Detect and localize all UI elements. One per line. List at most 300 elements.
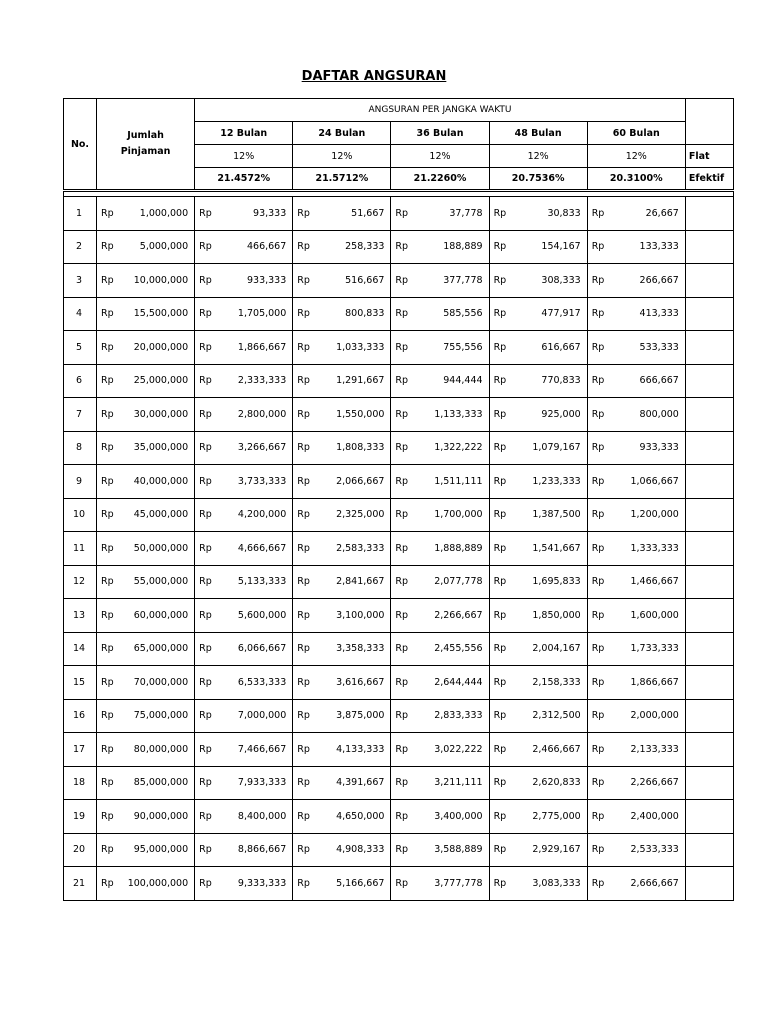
currency-label: Rp [195, 431, 215, 465]
installment-amount: 133,333 [607, 230, 685, 264]
col-header-group: ANGSURAN PER JANGKA WAKTU [195, 99, 686, 122]
installment-amount: 1,733,333 [607, 632, 685, 666]
currency-label: Rp [97, 498, 117, 532]
installment-amount: 2,333,333 [215, 364, 293, 398]
installment-amount: 666,667 [607, 364, 685, 398]
installment-amount: 8,400,000 [215, 800, 293, 834]
currency-label: Rp [391, 800, 411, 834]
row-number [64, 766, 97, 800]
currency-label: Rp [195, 800, 215, 834]
installment-amount: 2,833,333 [411, 699, 489, 733]
row-number [64, 364, 97, 398]
table-row [64, 532, 734, 566]
currency-label: Rp [489, 766, 509, 800]
currency-label: Rp [587, 733, 607, 767]
currency-label: Rp [391, 766, 411, 800]
installment-amount: 26,667 [607, 197, 685, 231]
currency-label: Rp [195, 833, 215, 867]
currency-label: Rp [587, 465, 607, 499]
flat-rate-cell: 12% [391, 145, 489, 168]
currency-label: Rp [97, 666, 117, 700]
installment-amount: 413,333 [607, 297, 685, 331]
installment-amount: 154,167 [509, 230, 587, 264]
table-row [64, 699, 734, 733]
installment-amount: 800,000 [607, 398, 685, 432]
row-number-text: 16 [72, 710, 86, 722]
row-number-text: 13 [72, 609, 86, 621]
currency-label: Rp [489, 498, 509, 532]
currency-label: Rp [489, 297, 509, 331]
row-number [64, 666, 97, 700]
currency-label: Rp [391, 297, 411, 331]
currency-label: Rp [489, 197, 509, 231]
row-number [64, 264, 97, 298]
installment-amount: 1,511,111 [411, 465, 489, 499]
currency-label: Rp [489, 833, 509, 867]
row-number-text: 7 [75, 408, 83, 420]
loan-amount: 75,000,000 [117, 699, 195, 733]
blank-cell [685, 331, 733, 365]
flat-label: Flat [685, 145, 733, 168]
installment-amount: 933,333 [607, 431, 685, 465]
effective-label: Efektif [685, 168, 733, 191]
currency-label: Rp [293, 297, 313, 331]
table-row [64, 197, 734, 231]
installment-amount: 585,556 [411, 297, 489, 331]
currency-label: Rp [195, 264, 215, 298]
installment-amount: 516,667 [313, 264, 391, 298]
installment-amount: 2,533,333 [607, 833, 685, 867]
currency-label: Rp [293, 833, 313, 867]
table-body [64, 197, 734, 901]
loan-amount: 25,000,000 [117, 364, 195, 398]
installment-amount: 30,833 [509, 197, 587, 231]
blank-cell [685, 297, 733, 331]
row-number-text: 11 [72, 542, 86, 554]
currency-label: Rp [587, 297, 607, 331]
currency-label: Rp [587, 532, 607, 566]
installment-amount: 2,455,556 [411, 632, 489, 666]
installment-amount: 3,100,000 [313, 599, 391, 633]
currency-label: Rp [391, 230, 411, 264]
currency-label: Rp [489, 532, 509, 566]
table-row [64, 297, 734, 331]
currency-label: Rp [489, 632, 509, 666]
effective-rate-cell: 21.5712% [293, 168, 391, 191]
currency-label: Rp [293, 230, 313, 264]
currency-label: Rp [97, 766, 117, 800]
loan-amount: 85,000,000 [117, 766, 195, 800]
currency-label: Rp [195, 565, 215, 599]
currency-label: Rp [587, 632, 607, 666]
loan-amount: 80,000,000 [117, 733, 195, 767]
installment-amount: 4,200,000 [215, 498, 293, 532]
installment-amount: 7,000,000 [215, 699, 293, 733]
installment-amount: 2,077,778 [411, 565, 489, 599]
currency-label: Rp [489, 666, 509, 700]
installment-amount: 1,033,333 [313, 331, 391, 365]
currency-label: Rp [97, 532, 117, 566]
currency-label: Rp [489, 431, 509, 465]
row-number [64, 465, 97, 499]
col-header-loan: Jumlah Pinjaman [97, 99, 195, 191]
currency-label: Rp [195, 197, 215, 231]
installment-amount: 755,556 [411, 331, 489, 365]
currency-label: Rp [293, 364, 313, 398]
currency-label: Rp [587, 666, 607, 700]
row-number-text: 9 [75, 475, 83, 487]
row-number [64, 733, 97, 767]
installment-amount: 2,583,333 [313, 532, 391, 566]
currency-label: Rp [489, 398, 509, 432]
row-number-text: 6 [75, 375, 83, 387]
row-number [64, 599, 97, 633]
currency-label: Rp [391, 867, 411, 901]
effective-rate-cell: 20.7536% [489, 168, 587, 191]
currency-label: Rp [97, 230, 117, 264]
installment-amount: 6,533,333 [215, 666, 293, 700]
term-header: 60 Bulan [587, 122, 685, 145]
currency-label: Rp [97, 264, 117, 298]
installment-amount: 2,466,667 [509, 733, 587, 767]
loan-amount: 15,500,000 [117, 297, 195, 331]
installment-amount: 4,391,667 [313, 766, 391, 800]
blank-cell [685, 766, 733, 800]
currency-label: Rp [587, 197, 607, 231]
installment-amount: 1,600,000 [607, 599, 685, 633]
currency-label: Rp [293, 565, 313, 599]
installment-amount: 2,400,000 [607, 800, 685, 834]
installment-amount: 308,333 [509, 264, 587, 298]
table-row [64, 230, 734, 264]
installment-amount: 5,166,667 [313, 867, 391, 901]
table-row [64, 800, 734, 834]
currency-label: Rp [489, 230, 509, 264]
table-row [64, 498, 734, 532]
currency-label: Rp [195, 297, 215, 331]
currency-label: Rp [97, 398, 117, 432]
currency-label: Rp [391, 699, 411, 733]
currency-label: Rp [97, 800, 117, 834]
table-row [64, 733, 734, 767]
installment-amount: 925,000 [509, 398, 587, 432]
currency-label: Rp [195, 331, 215, 365]
table-row [64, 632, 734, 666]
currency-label: Rp [391, 197, 411, 231]
currency-label: Rp [97, 431, 117, 465]
currency-label: Rp [587, 833, 607, 867]
installment-amount: 2,775,000 [509, 800, 587, 834]
installment-amount: 1,888,889 [411, 532, 489, 566]
installment-amount: 3,022,222 [411, 733, 489, 767]
currency-label: Rp [195, 465, 215, 499]
currency-label: Rp [97, 833, 117, 867]
loan-amount: 65,000,000 [117, 632, 195, 666]
currency-label: Rp [97, 867, 117, 901]
loan-amount: 30,000,000 [117, 398, 195, 432]
installment-amount: 3,083,333 [509, 867, 587, 901]
row-number [64, 565, 97, 599]
installment-amount: 477,917 [509, 297, 587, 331]
currency-label: Rp [293, 532, 313, 566]
table-row [64, 599, 734, 633]
currency-label: Rp [587, 599, 607, 633]
installment-amount: 4,666,667 [215, 532, 293, 566]
installment-amount: 4,908,333 [313, 833, 391, 867]
currency-label: Rp [293, 699, 313, 733]
blank-cell [685, 197, 733, 231]
term-header: 36 Bulan [391, 122, 489, 145]
currency-label: Rp [391, 498, 411, 532]
row-number-text: 3 [75, 274, 83, 286]
currency-label: Rp [195, 230, 215, 264]
currency-label: Rp [293, 498, 313, 532]
table-row [64, 833, 734, 867]
installment-amount: 1,322,222 [411, 431, 489, 465]
installment-amount: 258,333 [313, 230, 391, 264]
table-row [64, 867, 734, 901]
currency-label: Rp [97, 297, 117, 331]
installment-amount: 1,333,333 [607, 532, 685, 566]
currency-label: Rp [391, 431, 411, 465]
installment-amount: 2,644,444 [411, 666, 489, 700]
currency-label: Rp [97, 197, 117, 231]
currency-label: Rp [195, 599, 215, 633]
installment-amount: 2,000,000 [607, 699, 685, 733]
row-number [64, 699, 97, 733]
blank-cell [685, 498, 733, 532]
currency-label: Rp [391, 599, 411, 633]
blank-cell [685, 800, 733, 834]
currency-label: Rp [293, 197, 313, 231]
loan-amount: 40,000,000 [117, 465, 195, 499]
installment-amount: 1,541,667 [509, 532, 587, 566]
installment-amount: 3,358,333 [313, 632, 391, 666]
installment-amount: 1,866,667 [215, 331, 293, 365]
page-title: DAFTAR ANGSURAN [301, 69, 447, 84]
blank-cell [685, 632, 733, 666]
currency-label: Rp [587, 766, 607, 800]
currency-label: Rp [489, 800, 509, 834]
currency-label: Rp [97, 331, 117, 365]
currency-label: Rp [195, 632, 215, 666]
loan-amount: 5,000,000 [117, 230, 195, 264]
blank-cell [685, 565, 733, 599]
row-number [64, 867, 97, 901]
loan-amount: 95,000,000 [117, 833, 195, 867]
currency-label: Rp [293, 867, 313, 901]
currency-label: Rp [489, 599, 509, 633]
row-number-text: 4 [75, 308, 83, 320]
currency-label: Rp [489, 699, 509, 733]
installment-amount: 3,875,000 [313, 699, 391, 733]
currency-label: Rp [391, 565, 411, 599]
row-number [64, 532, 97, 566]
currency-label: Rp [587, 431, 607, 465]
installment-amount: 377,778 [411, 264, 489, 298]
installment-amount: 1,387,500 [509, 498, 587, 532]
currency-label: Rp [293, 465, 313, 499]
installment-amount: 2,666,667 [607, 867, 685, 901]
installment-amount: 533,333 [607, 331, 685, 365]
currency-label: Rp [195, 766, 215, 800]
installment-amount: 9,333,333 [215, 867, 293, 901]
installment-amount: 2,004,167 [509, 632, 587, 666]
row-number-text: 1 [75, 207, 83, 219]
currency-label: Rp [587, 331, 607, 365]
currency-label: Rp [195, 532, 215, 566]
term-header: 24 Bulan [293, 122, 391, 145]
effective-rate-cell: 20.3100% [587, 168, 685, 191]
currency-label: Rp [587, 800, 607, 834]
row-number [64, 498, 97, 532]
row-number [64, 431, 97, 465]
blank-cell [685, 398, 733, 432]
loan-amount: 10,000,000 [117, 264, 195, 298]
currency-label: Rp [587, 230, 607, 264]
row-number-text: 19 [72, 810, 86, 822]
currency-label: Rp [587, 867, 607, 901]
currency-label: Rp [489, 733, 509, 767]
currency-label: Rp [489, 331, 509, 365]
row-number-text: 18 [72, 777, 86, 789]
flat-rate-cell: 12% [489, 145, 587, 168]
currency-label: Rp [587, 264, 607, 298]
row-number-text: 12 [72, 576, 86, 588]
installment-amount: 3,616,667 [313, 666, 391, 700]
currency-label: Rp [293, 431, 313, 465]
installment-amount: 1,866,667 [607, 666, 685, 700]
currency-label: Rp [293, 632, 313, 666]
row-number [64, 331, 97, 365]
loan-amount: 50,000,000 [117, 532, 195, 566]
installment-amount: 2,133,333 [607, 733, 685, 767]
installment-amount: 5,600,000 [215, 599, 293, 633]
row-number-text: 17 [72, 743, 86, 755]
flat-rate-cell: 12% [293, 145, 391, 168]
currency-label: Rp [391, 331, 411, 365]
loan-amount: 20,000,000 [117, 331, 195, 365]
installment-amount: 2,066,667 [313, 465, 391, 499]
table-row [64, 364, 734, 398]
installment-amount: 37,778 [411, 197, 489, 231]
currency-label: Rp [97, 632, 117, 666]
currency-label: Rp [587, 364, 607, 398]
currency-label: Rp [391, 733, 411, 767]
installment-amount: 2,266,667 [607, 766, 685, 800]
table-row [64, 264, 734, 298]
blank-cell [685, 599, 733, 633]
installment-amount: 944,444 [411, 364, 489, 398]
table-row [64, 766, 734, 800]
blank-cell [685, 666, 733, 700]
currency-label: Rp [293, 766, 313, 800]
blank-cell [685, 264, 733, 298]
currency-label: Rp [195, 666, 215, 700]
table-row [64, 331, 734, 365]
currency-label: Rp [391, 666, 411, 700]
installment-amount: 770,833 [509, 364, 587, 398]
installment-amount: 2,620,833 [509, 766, 587, 800]
installment-amount: 93,333 [215, 197, 293, 231]
currency-label: Rp [489, 867, 509, 901]
currency-label: Rp [391, 465, 411, 499]
table-row [64, 565, 734, 599]
currency-label: Rp [391, 364, 411, 398]
loan-amount: 90,000,000 [117, 800, 195, 834]
flat-rate-cell: 12% [587, 145, 685, 168]
currency-label: Rp [97, 699, 117, 733]
installment-amount: 1,700,000 [411, 498, 489, 532]
currency-label: Rp [97, 599, 117, 633]
term-header: 12 Bulan [195, 122, 293, 145]
row-number [64, 800, 97, 834]
currency-label: Rp [489, 465, 509, 499]
blank-cell [685, 532, 733, 566]
installment-amount: 933,333 [215, 264, 293, 298]
installment-amount: 2,158,333 [509, 666, 587, 700]
currency-label: Rp [293, 264, 313, 298]
blank-cell [685, 465, 733, 499]
currency-label: Rp [195, 398, 215, 432]
loan-amount: 60,000,000 [117, 599, 195, 633]
currency-label: Rp [587, 565, 607, 599]
installment-amount: 1,695,833 [509, 565, 587, 599]
installment-amount: 51,667 [313, 197, 391, 231]
flat-rate-cell: 12% [195, 145, 293, 168]
currency-label: Rp [587, 699, 607, 733]
installment-amount: 1,808,333 [313, 431, 391, 465]
installment-amount: 6,066,667 [215, 632, 293, 666]
row-number [64, 197, 97, 231]
installment-amount: 2,841,667 [313, 565, 391, 599]
currency-label: Rp [391, 833, 411, 867]
installment-amount: 188,889 [411, 230, 489, 264]
installment-amount: 2,929,167 [509, 833, 587, 867]
currency-label: Rp [587, 498, 607, 532]
row-number-text: 8 [75, 442, 83, 454]
currency-label: Rp [293, 398, 313, 432]
installment-amount: 7,466,667 [215, 733, 293, 767]
installment-amount: 266,667 [607, 264, 685, 298]
currency-label: Rp [391, 532, 411, 566]
installment-amount: 1,291,667 [313, 364, 391, 398]
currency-label: Rp [293, 733, 313, 767]
currency-label: Rp [195, 733, 215, 767]
installment-amount: 616,667 [509, 331, 587, 365]
installment-amount: 1,850,000 [509, 599, 587, 633]
blank-cell [685, 431, 733, 465]
installment-amount: 5,133,333 [215, 565, 293, 599]
installment-amount: 2,266,667 [411, 599, 489, 633]
row-number-text: 15 [72, 676, 86, 688]
installment-amount: 1,466,667 [607, 565, 685, 599]
installment-amount: 1,079,167 [509, 431, 587, 465]
installment-amount: 8,866,667 [215, 833, 293, 867]
currency-label: Rp [293, 666, 313, 700]
installment-amount: 3,733,333 [215, 465, 293, 499]
installment-amount: 3,777,778 [411, 867, 489, 901]
currency-label: Rp [195, 498, 215, 532]
installment-amount: 3,266,667 [215, 431, 293, 465]
currency-label: Rp [391, 398, 411, 432]
installment-amount: 2,800,000 [215, 398, 293, 432]
installment-amount: 1,066,667 [607, 465, 685, 499]
row-number-text: 10 [72, 509, 86, 521]
installment-amount: 466,667 [215, 230, 293, 264]
effective-rate-cell: 21.2260% [391, 168, 489, 191]
row-number-text: 5 [75, 341, 83, 353]
